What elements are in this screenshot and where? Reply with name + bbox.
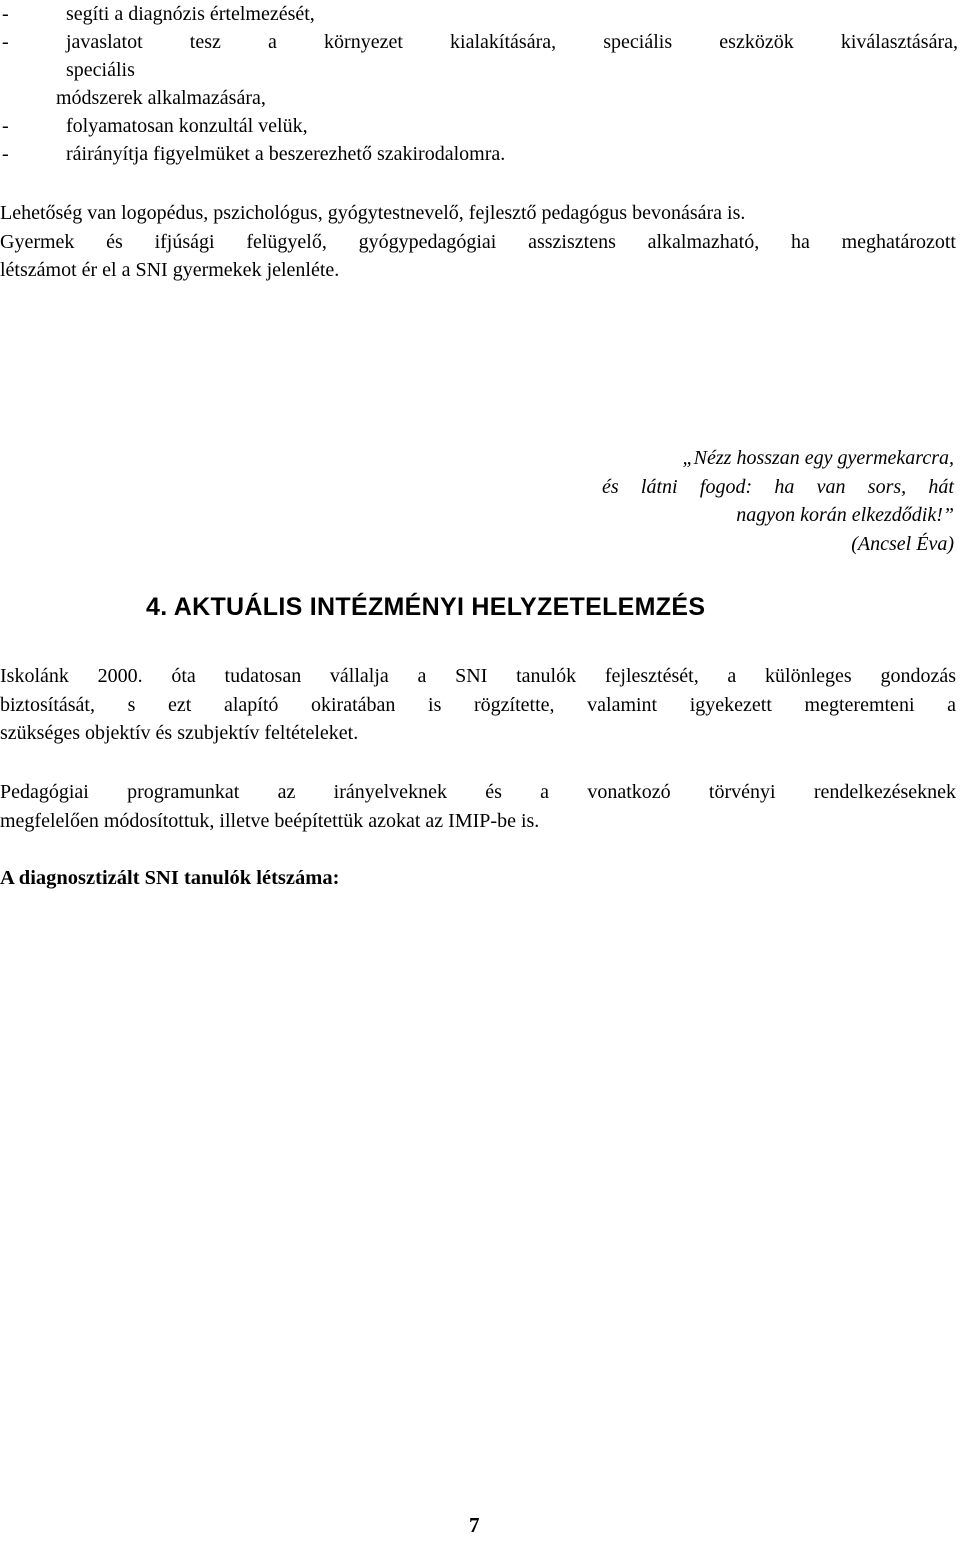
school-paragraph xyxy=(0,662,956,748)
paragraph-line: Gyermek és ifjúsági felügyelő, gyógypedagógiai asszisztens alkalmazható, ha meghatározott xyxy=(0,230,956,253)
paragraph-line: megfelelően módosítottuk, illetve beépítettük azokat az IMIP-be is. xyxy=(0,809,540,832)
list-item xyxy=(0,0,958,28)
list-item xyxy=(0,140,958,168)
section-heading: 4. AKTUÁLIS INTÉZMÉNYI HELYZETELEMZÉS xyxy=(146,593,706,621)
bullet-dash: - xyxy=(2,31,9,53)
paragraph-line: biztosítását, s ezt alapító okiratában is rögzítette, valamint igyekezett megteremteni a xyxy=(0,693,956,716)
paragraph-line: Iskolánk 2000. óta tudatosan vállalja a SNI tanulók fejlesztését, a különleges gondozás xyxy=(0,665,956,687)
list-item-text: folyamatosan konzultál velük, xyxy=(66,115,308,137)
quote-line: „Nézz hosszan egy gyermekarcra, xyxy=(682,447,954,469)
bullet-dash: - xyxy=(2,143,9,165)
staff-paragraph xyxy=(0,199,956,285)
paragraph-line: Pedagógiai programunkat az irányelveknek és a vonatkozó törvényi rendelkezéseknek xyxy=(0,781,956,803)
epigraph-quote xyxy=(560,444,954,558)
list-item-text: speciális xyxy=(66,59,135,81)
list-item-text: javaslatot tesz a környezet kialakítására, speciális eszközök kiválasztására, xyxy=(66,31,958,53)
bullet-dash: - xyxy=(2,115,9,137)
quote-author: (Ancsel Éva) xyxy=(851,532,954,555)
list-item-continuation xyxy=(0,56,958,84)
list-item-text: segíti a diagnózis értelmezését, xyxy=(66,3,315,25)
bullet-dash: - xyxy=(2,3,9,25)
quote-line: és látni fogod: ha van sors, hát xyxy=(602,475,954,498)
list-item-text: módszerek alkalmazására, xyxy=(56,87,266,109)
program-paragraph xyxy=(0,778,956,835)
bullet-list xyxy=(0,0,958,168)
list-item xyxy=(0,112,958,140)
list-item-text: ráirányítja figyelmüket a beszerezhető szakirodalomra. xyxy=(66,143,506,165)
quote-line: nagyon korán elkezdődik!” xyxy=(736,504,954,526)
list-item xyxy=(0,28,958,56)
page-number: 7 xyxy=(469,1513,480,1537)
paragraph-line: Lehetőség van logopédus, pszichológus, gyógytestnevelő, fejlesztő pedagógus bevonására is. xyxy=(0,202,746,224)
paragraph-line: szükséges objektív és szubjektív feltételeket. xyxy=(0,722,359,744)
paragraph-line: létszámot ér el a SNI gyermekek jelenléte. xyxy=(0,259,340,281)
sni-count-title: A diagnosztizált SNI tanulók létszáma: xyxy=(0,867,340,889)
list-item-continuation xyxy=(0,84,958,112)
